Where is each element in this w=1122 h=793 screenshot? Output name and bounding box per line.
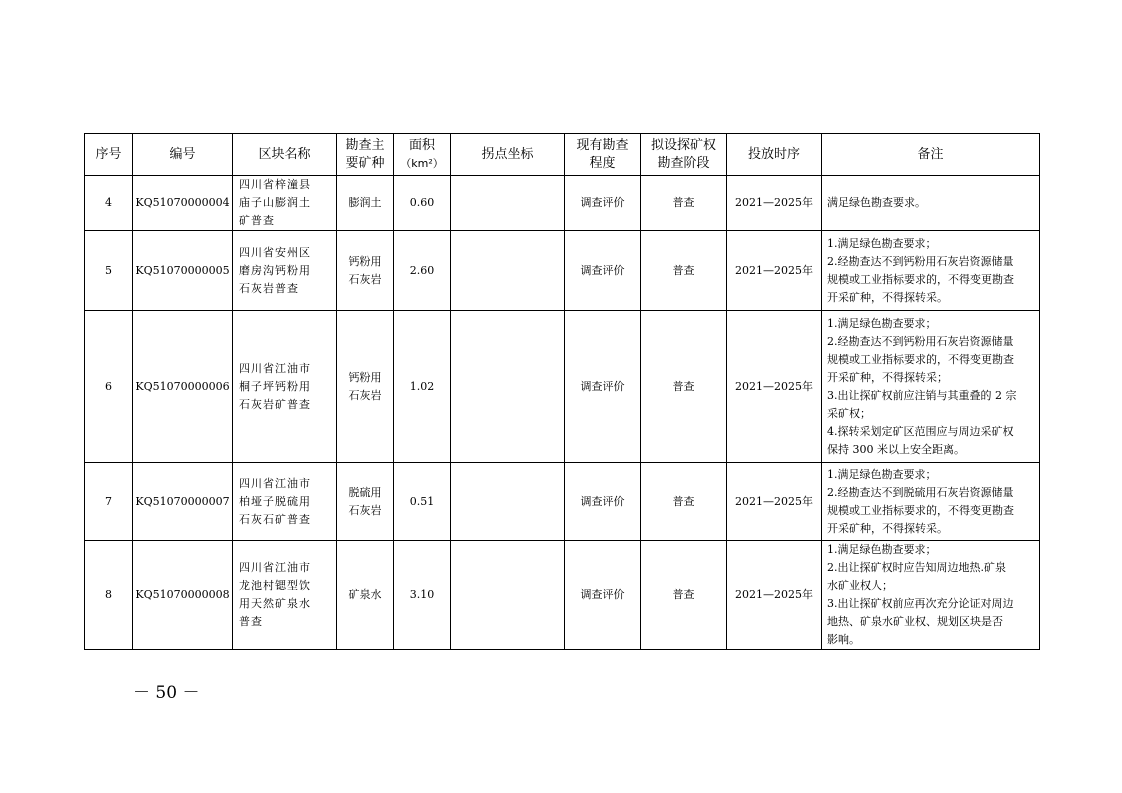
cell-seq: 7 — [85, 463, 133, 541]
block-line: 四川省安州区 — [239, 245, 311, 259]
remark-line: 4.探转采划定矿区范围应与周边采矿权 — [827, 424, 1014, 438]
remark-line: 2.经勘查达不到钙粉用石灰岩资源储量 — [827, 254, 1014, 268]
remark-line: 开采矿种，不得探转采； — [827, 370, 948, 384]
header-area-line2: （km²） — [400, 156, 444, 170]
header-stage-line2: 勘查阶段 — [657, 155, 710, 171]
header-stage — [641, 134, 727, 176]
block-line: 石灰岩普查 — [239, 281, 299, 295]
cell-schedule: 2021—2025年 — [727, 541, 822, 650]
mineral-line: 石灰岩 — [348, 388, 382, 402]
cell-block-name — [233, 311, 337, 463]
cell-degree: 调查评价 — [565, 231, 641, 311]
mining-rights-table — [84, 133, 1040, 650]
cell-remarks — [822, 311, 1040, 463]
remark-line: 1.满足绿色勘查要求； — [827, 236, 937, 250]
mineral-line: 石灰岩 — [348, 272, 382, 286]
cell-seq: 5 — [85, 231, 133, 311]
remark-line: 3.出让探矿权前应再次充分论证对周边 — [827, 597, 1014, 610]
remark-line: 保持 300 米以上安全距离。 — [827, 442, 965, 456]
mineral-line: 石灰岩 — [348, 503, 382, 517]
block-line: 四川省江油市 — [239, 476, 311, 490]
cell-schedule: 2021—2025年 — [727, 463, 822, 541]
table-row — [85, 463, 1040, 541]
table-row — [85, 311, 1040, 463]
cell-mineral — [337, 311, 394, 463]
cell-coords — [451, 311, 565, 463]
remark-line: 规模或工业指标要求的，不得变更勘查 — [827, 272, 1014, 286]
cell-stage: 普查 — [641, 541, 727, 650]
block-line: 普查 — [239, 615, 263, 628]
cell-stage: 普查 — [641, 463, 727, 541]
remark-line: 开采矿种，不得探转采。 — [827, 521, 948, 535]
cell-coords — [451, 231, 565, 311]
block-line: 四川省江油市 — [239, 561, 311, 574]
cell-code: KQ51070000007 — [133, 463, 233, 541]
cell-seq: 8 — [85, 541, 133, 650]
mineral-line: 膨润土 — [348, 196, 382, 209]
remark-line: 采矿权； — [827, 406, 871, 420]
remark-line: 3.出让探矿权前应注销与其重叠的 2 宗 — [827, 388, 1017, 402]
mineral-line: 脱硫用 — [348, 485, 382, 499]
cell-coords — [451, 541, 565, 650]
block-line: 矿普查 — [239, 214, 275, 227]
cell-mineral — [337, 176, 394, 231]
cell-seq: 6 — [85, 311, 133, 463]
block-line: 庙子山膨润土 — [239, 196, 311, 209]
cell-block-name — [233, 176, 337, 231]
header-block-name: 区块名称 — [233, 134, 337, 176]
remark-line: 1.满足绿色勘查要求； — [827, 543, 937, 556]
remark-line: 1.满足绿色勘查要求； — [827, 467, 937, 481]
block-line: 四川省梓潼县 — [239, 178, 311, 191]
block-line: 石灰石矿普查 — [239, 512, 311, 526]
table-row — [85, 231, 1040, 311]
cell-stage: 普查 — [641, 231, 727, 311]
cell-code: KQ51070000005 — [133, 231, 233, 311]
block-line: 龙池村锶型饮 — [239, 579, 311, 592]
cell-block-name — [233, 463, 337, 541]
cell-degree: 调查评价 — [565, 541, 641, 650]
header-area-line1: 面积 — [408, 137, 435, 153]
block-line: 桐子坪钙粉用 — [239, 379, 311, 393]
remark-line: 影响。 — [827, 633, 860, 646]
header-mineral-line1: 勘查主 — [345, 137, 385, 153]
cell-code: KQ51070000006 — [133, 311, 233, 463]
cell-block-name — [233, 231, 337, 311]
cell-schedule: 2021—2025年 — [727, 231, 822, 311]
block-line: 用天然矿泉水 — [239, 597, 311, 610]
cell-block-name — [233, 541, 337, 650]
cell-mineral — [337, 541, 394, 650]
block-line: 四川省江油市 — [239, 361, 311, 375]
header-area — [394, 134, 451, 176]
remark-line: 地热、矿泉水矿业权、规划区块是否 — [827, 615, 1003, 628]
cell-area: 0.60 — [394, 176, 451, 231]
header-schedule: 投放时序 — [727, 134, 822, 176]
cell-coords — [451, 463, 565, 541]
remark-line: 开采矿种，不得探转采。 — [827, 290, 948, 304]
remark-line: 1.满足绿色勘查要求； — [827, 316, 937, 330]
mineral-line: 钙粉用 — [348, 370, 382, 384]
header-coords: 拐点坐标 — [451, 134, 565, 176]
cell-mineral — [337, 231, 394, 311]
remark-line: 2.经勘查达不到脱硫用石灰岩资源储量 — [827, 485, 1014, 499]
cell-remarks — [822, 231, 1040, 311]
cell-stage: 普查 — [641, 176, 727, 231]
cell-remarks — [822, 541, 1040, 650]
cell-degree: 调查评价 — [565, 463, 641, 541]
cell-area: 0.51 — [394, 463, 451, 541]
cell-degree: 调查评价 — [565, 311, 641, 463]
remark-line: 水矿业权人； — [827, 579, 893, 592]
block-line: 石灰岩矿普查 — [239, 397, 311, 411]
header-mineral-line2: 要矿种 — [345, 155, 385, 171]
cell-mineral — [337, 463, 394, 541]
remark-line: 规模或工业指标要求的，不得变更勘查 — [827, 352, 1014, 366]
header-remarks: 备注 — [822, 134, 1040, 176]
header-seq: 序号 — [85, 134, 133, 176]
mineral-line: 钙粉用 — [348, 254, 382, 268]
cell-coords — [451, 176, 565, 231]
header-mineral — [337, 134, 394, 176]
remark-line: 2.出让探矿权时应告知周边地热.矿泉 — [827, 561, 1006, 574]
cell-seq: 4 — [85, 176, 133, 231]
header-stage-line1: 拟设探矿权 — [650, 137, 716, 153]
table-row — [85, 541, 1040, 650]
cell-area: 3.10 — [394, 541, 451, 650]
cell-area: 1.02 — [394, 311, 451, 463]
cell-schedule: 2021—2025年 — [727, 311, 822, 463]
table-row — [85, 176, 1040, 231]
remark-line: 满足绿色勘查要求。 — [827, 196, 926, 209]
header-degree-line2: 程度 — [589, 155, 616, 171]
block-line: 磨房沟钙粉用 — [239, 263, 311, 277]
remark-line: 规模或工业指标要求的，不得变更勘查 — [827, 503, 1014, 517]
cell-schedule: 2021—2025年 — [727, 176, 822, 231]
header-code: 编号 — [133, 134, 233, 176]
block-line: 柏垭子脱硫用 — [239, 494, 311, 508]
header-degree — [565, 134, 641, 176]
header-degree-line1: 现有勘查 — [576, 137, 629, 153]
header-row — [85, 134, 1040, 176]
cell-remarks — [822, 463, 1040, 541]
cell-area: 2.60 — [394, 231, 451, 311]
cell-degree: 调查评价 — [565, 176, 641, 231]
page-number: － 50 － — [133, 683, 200, 703]
cell-remarks — [822, 176, 1040, 231]
cell-code: KQ51070000008 — [133, 541, 233, 650]
mineral-line: 矿泉水 — [348, 588, 382, 601]
cell-code: KQ51070000004 — [133, 176, 233, 231]
cell-stage: 普查 — [641, 311, 727, 463]
remark-line: 2.经勘查达不到钙粉用石灰岩资源储量 — [827, 334, 1014, 348]
